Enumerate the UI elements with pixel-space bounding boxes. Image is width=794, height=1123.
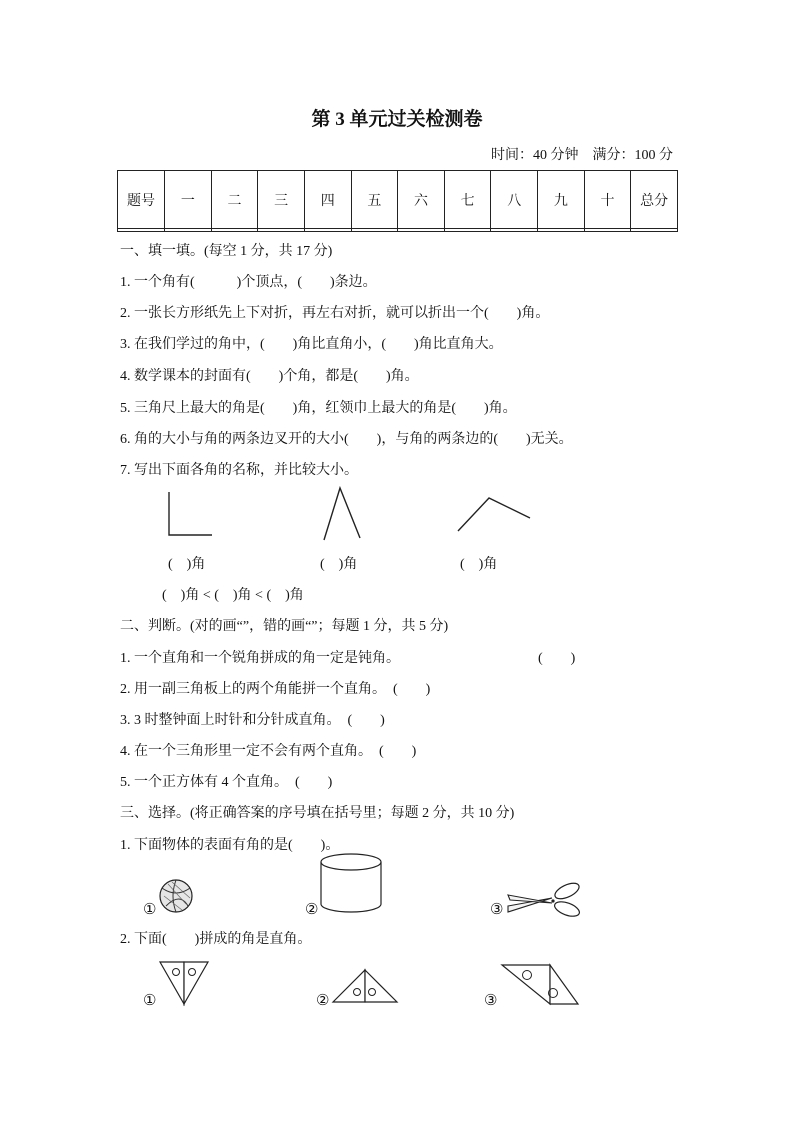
section1-q4: 4. 数学课本的封面有( )个角，都是( )角。	[120, 369, 419, 384]
angle-label-3: ( )角	[460, 557, 498, 572]
q2-option-3-label: ③	[484, 993, 498, 1009]
section2-q4: 4. 在一个三角形里一定不会有两个直角。 ( )	[120, 744, 417, 759]
section2-q5: 5. 一个正方体有 4 个直角。 ( )	[120, 775, 333, 790]
q2-option-1-label: ①	[143, 993, 157, 1009]
section3-q1: 1. 下面物体的表面有角的是( )。	[120, 838, 340, 853]
section2-q3: 3. 3 时整钟面上时针和分针成直角。 ( )	[120, 713, 385, 728]
score-header-cell: 四	[304, 171, 351, 229]
section1-q6: 6. 角的大小与角的两条边叉开的大小( )，与角的两条边的( )无关。	[120, 432, 573, 447]
section3-q2: 2. 下面( )拼成的角是直角。	[120, 932, 312, 947]
score-table-score-row	[118, 229, 678, 232]
section1-q7: 7. 写出下面各角的名称，并比较大小。	[120, 463, 358, 478]
section2-q2: 2. 用一副三角板上的两个角能拼一个直角。 ( )	[120, 682, 431, 697]
time-info: 时间：40 分钟 满分：100 分	[491, 148, 673, 163]
q1-option-3-label: ③	[490, 902, 504, 918]
cylinder-image	[321, 854, 381, 912]
triangle-set-3	[502, 965, 578, 1004]
score-header-cell: 总分	[631, 171, 678, 229]
score-cell[interactable]	[165, 229, 212, 232]
section1-q2: 2. 一张长方形纸先上下对折，再左右对折，就可以折出一个( )角。	[120, 306, 550, 321]
scissors-image	[508, 880, 581, 919]
q1-option-2-label: ②	[305, 902, 319, 918]
section2-q1-blank: ( )	[538, 651, 576, 666]
angle-label-1: ( )角	[168, 557, 206, 572]
obtuse-angle-figure	[458, 498, 530, 531]
score-cell[interactable]	[491, 229, 538, 232]
acute-angle-figure	[324, 488, 360, 540]
section1-q5: 5. 三角尺上最大的角是( )角，红领巾上最大的角是( )角。	[120, 401, 517, 416]
score-cell[interactable]	[631, 229, 678, 232]
score-header-cell: 五	[351, 171, 398, 229]
score-header-cell: 十	[584, 171, 631, 229]
section2-heading: 二、判断。(对的画“”，错的画“”；每题 1 分，共 5 分)	[120, 619, 449, 634]
score-cell[interactable]	[538, 229, 585, 232]
section1-q1: 1. 一个角有( )个顶点，( )条边。	[120, 275, 377, 290]
score-cell[interactable]	[351, 229, 398, 232]
score-cell[interactable]	[258, 229, 305, 232]
score-header-cell: 题号	[118, 171, 165, 229]
score-header-cell: 二	[211, 171, 258, 229]
triangle-set-2	[333, 970, 397, 1002]
score-cell[interactable]	[118, 229, 165, 232]
score-header-cell: 九	[538, 171, 585, 229]
section1-heading: 一、填一填。(每空 1 分，共 17 分)	[120, 244, 333, 259]
right-angle-figure	[169, 492, 212, 535]
score-header-cell: 六	[398, 171, 445, 229]
score-header-cell: 一	[165, 171, 212, 229]
section2-q1: 1. 一个直角和一个锐角拼成的角一定是钝角。	[120, 651, 400, 666]
score-cell[interactable]	[211, 229, 258, 232]
page-title: 第 3 单元过关检测卷	[311, 109, 483, 130]
score-header-cell: 七	[444, 171, 491, 229]
score-table-header-row	[118, 171, 678, 229]
score-header-cell: 八	[491, 171, 538, 229]
angle-label-2: ( )角	[320, 557, 358, 572]
score-cell[interactable]	[398, 229, 445, 232]
score-cell[interactable]	[444, 229, 491, 232]
q1-option-1-label: ①	[143, 902, 157, 918]
score-table	[117, 170, 678, 232]
section1-q3: 3. 在我们学过的角中，( )角比直角小，( )角比直角大。	[120, 337, 503, 352]
ball-image	[160, 880, 192, 912]
angle-compare: ( )角 < ( )角 < ( )角	[162, 588, 304, 603]
score-header-cell: 三	[258, 171, 305, 229]
section3-heading: 三、选择。(将正确答案的序号填在括号里；每题 2 分，共 10 分)	[120, 806, 515, 821]
score-cell[interactable]	[304, 229, 351, 232]
triangle-set-1	[160, 962, 208, 1004]
score-cell[interactable]	[584, 229, 631, 232]
q2-option-2-label: ②	[316, 993, 330, 1009]
